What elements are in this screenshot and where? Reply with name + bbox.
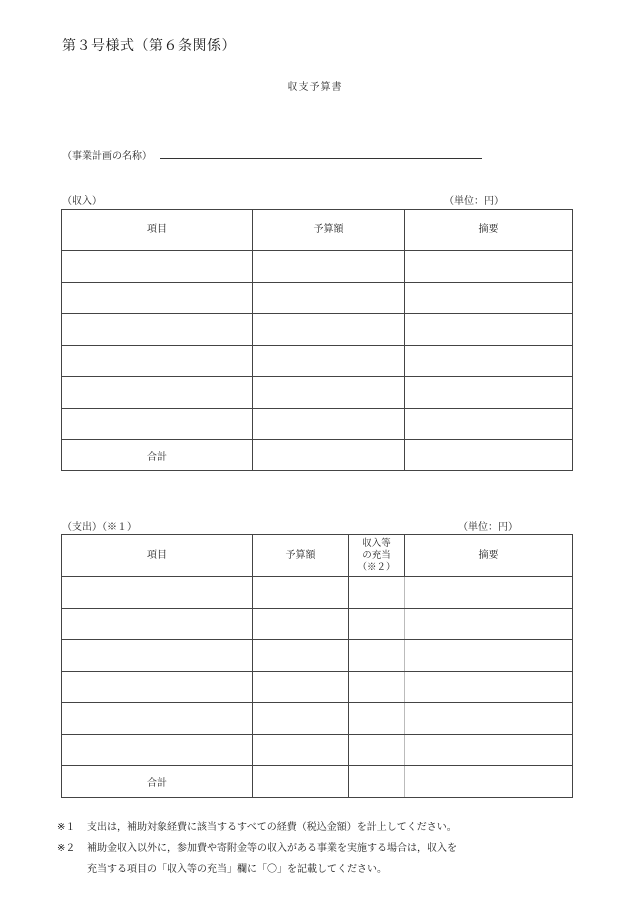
- income-cell-item[interactable]: [62, 345, 253, 377]
- expense-cell-budget[interactable]: [253, 608, 349, 640]
- expense-cell-remarks[interactable]: [405, 608, 573, 640]
- income-cell-item[interactable]: [62, 282, 253, 314]
- income-row: [62, 345, 573, 377]
- allocation-line-2: の充当: [362, 549, 391, 561]
- note-2-text-line-1: 補助金収入以外に，参加費や寄附金等の収入がある事業を実施する場合は，収入を: [87, 843, 457, 854]
- income-cell-item[interactable]: [62, 251, 253, 283]
- expense-cell-remarks[interactable]: [405, 671, 573, 703]
- expense-cell-remarks[interactable]: [405, 703, 573, 735]
- income-cell-remarks[interactable]: [405, 377, 573, 409]
- expense-cell-budget[interactable]: [253, 703, 349, 735]
- income-row: [62, 282, 573, 314]
- income-cell-budget[interactable]: [253, 282, 405, 314]
- expense-col-budget: 予算額: [253, 535, 349, 577]
- expense-row: [62, 671, 573, 703]
- expense-cell-budget[interactable]: [253, 734, 349, 766]
- expense-cell-budget[interactable]: [253, 671, 349, 703]
- notes: [57, 820, 577, 890]
- expense-col-item: 項目: [62, 535, 253, 577]
- plan-name-field[interactable]: [160, 158, 482, 159]
- expense-header-row: [62, 535, 573, 577]
- income-row: [62, 408, 573, 440]
- note-2-continued: [87, 862, 387, 878]
- income-cell-remarks[interactable]: [405, 282, 573, 314]
- income-cell-item[interactable]: [62, 408, 253, 440]
- income-cell-remarks[interactable]: [405, 251, 573, 283]
- expense-total-row: [62, 766, 573, 798]
- income-col-budget: 予算額: [253, 210, 405, 251]
- expense-row: [62, 703, 573, 735]
- note-2-text-line-2: 充当する項目の「収入等の充当」欄に「〇」を記載してください。: [87, 864, 387, 875]
- expense-unit: （単位：円）: [458, 522, 518, 533]
- income-cell-item[interactable]: [62, 377, 253, 409]
- income-label: （収入）: [62, 196, 102, 207]
- note-2-mark: ※２: [57, 843, 76, 854]
- expense-cell-budget[interactable]: [253, 577, 349, 609]
- income-header-row: [62, 210, 573, 251]
- expense-total-budget[interactable]: [253, 766, 349, 798]
- expense-cell-remarks[interactable]: [405, 577, 573, 609]
- expense-row: [62, 734, 573, 766]
- expense-col-remarks: 摘要: [405, 535, 573, 577]
- expense-cell-budget[interactable]: [253, 640, 349, 672]
- income-cell-remarks[interactable]: [405, 314, 573, 346]
- expense-row: [62, 577, 573, 609]
- expense-row: [62, 608, 573, 640]
- income-unit: （単位：円）: [444, 196, 504, 207]
- income-row: [62, 314, 573, 346]
- note-2: [57, 841, 457, 857]
- expense-cell-item[interactable]: [62, 671, 253, 703]
- expense-cell-allocation[interactable]: [349, 608, 405, 640]
- allocation-line-1: 収入等: [362, 537, 391, 549]
- expense-cell-allocation[interactable]: [349, 703, 405, 735]
- expense-label: （支出）（※１）: [62, 522, 137, 533]
- income-total-label: 合計: [62, 440, 253, 471]
- expense-row: [62, 640, 573, 672]
- income-cell-budget[interactable]: [253, 345, 405, 377]
- expense-cell-item[interactable]: [62, 577, 253, 609]
- income-total-remarks[interactable]: [405, 440, 573, 471]
- expense-total-allocation[interactable]: [349, 766, 405, 798]
- expense-cell-allocation[interactable]: [349, 734, 405, 766]
- income-col-item: 項目: [62, 210, 253, 251]
- expense-cell-allocation[interactable]: [349, 640, 405, 672]
- income-total-budget[interactable]: [253, 440, 405, 471]
- income-total-row: [62, 440, 573, 471]
- income-row: [62, 377, 573, 409]
- expense-col-allocation: [349, 535, 405, 577]
- plan-name-label: （事業計画の名称）: [62, 151, 152, 162]
- expense-cell-remarks[interactable]: [405, 640, 573, 672]
- expense-cell-item[interactable]: [62, 703, 253, 735]
- expense-total-remarks[interactable]: [405, 766, 573, 798]
- income-cell-budget[interactable]: [253, 314, 405, 346]
- expense-cell-allocation[interactable]: [349, 671, 405, 703]
- income-cell-budget[interactable]: [253, 377, 405, 409]
- expense-cell-item[interactable]: [62, 734, 253, 766]
- income-cell-remarks[interactable]: [405, 408, 573, 440]
- note-1-text: 支出は，補助対象経費に該当するすべての経費（税込金額）を計上してください。: [87, 822, 457, 833]
- income-cell-budget[interactable]: [253, 408, 405, 440]
- income-cell-budget[interactable]: [253, 251, 405, 283]
- income-cell-item[interactable]: [62, 314, 253, 346]
- expense-total-label: 合計: [62, 766, 253, 798]
- income-col-remarks: 摘要: [405, 210, 573, 251]
- income-table: [61, 209, 573, 471]
- expense-cell-item[interactable]: [62, 608, 253, 640]
- income-cell-remarks[interactable]: [405, 345, 573, 377]
- form-number: 第３号様式（第６条関係）: [62, 38, 236, 54]
- expense-cell-remarks[interactable]: [405, 734, 573, 766]
- document-title: 収支予算書: [287, 82, 343, 93]
- allocation-line-3: （※２）: [357, 561, 396, 573]
- note-1: [57, 820, 457, 836]
- income-row: [62, 251, 573, 283]
- expense-cell-allocation[interactable]: [349, 577, 405, 609]
- expense-cell-item[interactable]: [62, 640, 253, 672]
- note-1-mark: ※１: [57, 822, 76, 833]
- expense-table: [61, 534, 573, 798]
